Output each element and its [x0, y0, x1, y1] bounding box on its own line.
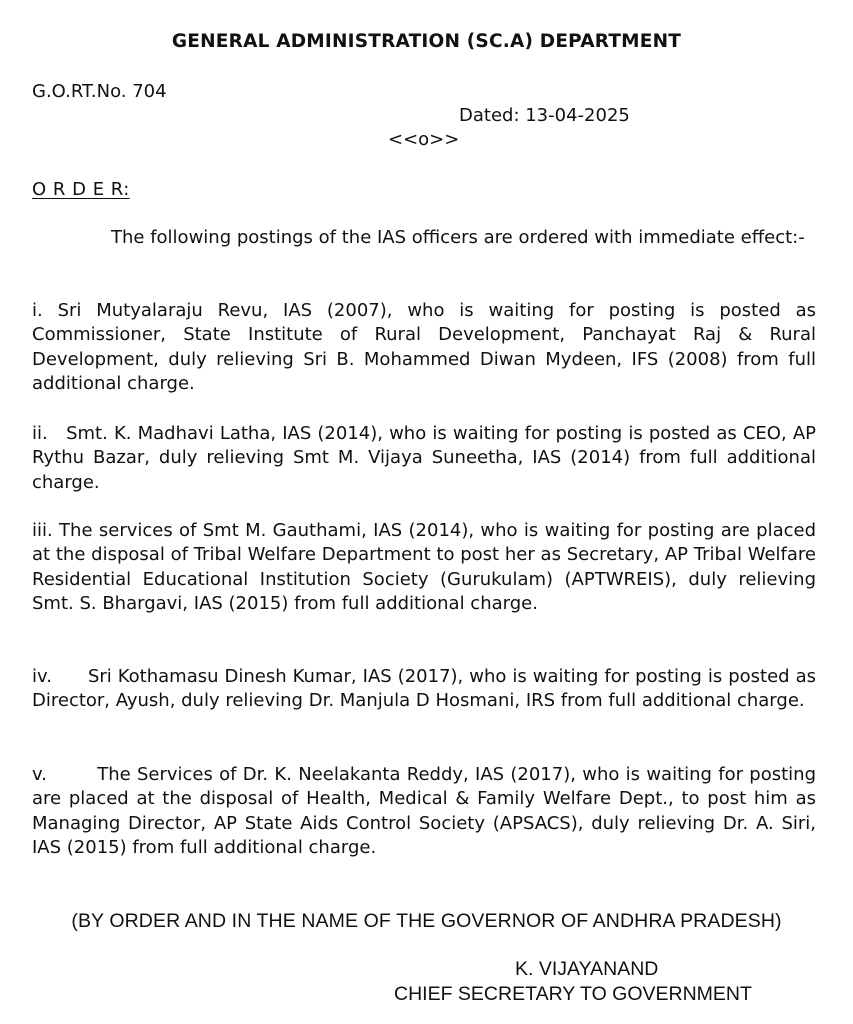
intro-paragraph: The following postings of the IAS officers are ordered with immediate effect:-: [111, 227, 805, 248]
department-title: GENERAL ADMINISTRATION (SC.A) DEPARTMENT: [171, 31, 682, 52]
separator-mark: <<o>>: [388, 129, 460, 150]
signatory-name: K. VIJAYANAND: [515, 958, 659, 980]
order-heading: O R D E R:: [32, 179, 130, 200]
governor-authority-line: (BY ORDER AND IN THE NAME OF THE GOVERNOR OF ANDHRA PRADESH): [71, 910, 782, 932]
go-number: G.O.RT.No. 704: [32, 81, 167, 102]
posting-item-5: v. The Services of Dr. K. Neelakanta Reddy, IAS (2017), who is waiting for posting are placed at the disposal of Health, Medical & Family Welfare Dept., to post him as Managing Director, AP State Aids Control Society (APSACS), duly relieving Dr. A. Siri, IAS (2015) from full additional charge.: [32, 764, 822, 858]
posting-item-1: i. Sri Mutyalaraju Revu, IAS (2007), who is waiting for posting is posted as Commissioner, State Institute of Rural Development, Panchayat Raj & Rural Development, duly relieving Sri B. Mohammed Diwan Mydeen, IFS (2008) from full additional charge.: [32, 300, 822, 394]
order-date: Dated: 13-04-2025: [459, 105, 630, 126]
signatory-title: CHIEF SECRETARY TO GOVERNMENT: [394, 983, 752, 1005]
posting-item-2: ii. Smt. K. Madhavi Latha, IAS (2014), who is waiting for posting is posted as CEO, AP Rythu Bazar, duly relieving Smt M. Vijaya Suneetha, IAS (2014) from full additional charge.: [32, 423, 822, 493]
posting-item-4: iv. Sri Kothamasu Dinesh Kumar, IAS (2017), who is waiting for posting is posted as Director, Ayush, duly relieving Dr. Manjula D Hosmani, IRS from full additional charge.: [32, 666, 822, 712]
posting-item-3: iii. The services of Smt M. Gauthami, IAS (2014), who is waiting for posting are placed at the disposal of Tribal Welfare Department to post her as Secretary, AP Tribal Welfare Residential Educational Institution Society (Gurukulam) (APTWREIS), duly relieving Smt. S. Bhargavi, IAS (2015) from full additional charge.: [32, 520, 822, 614]
